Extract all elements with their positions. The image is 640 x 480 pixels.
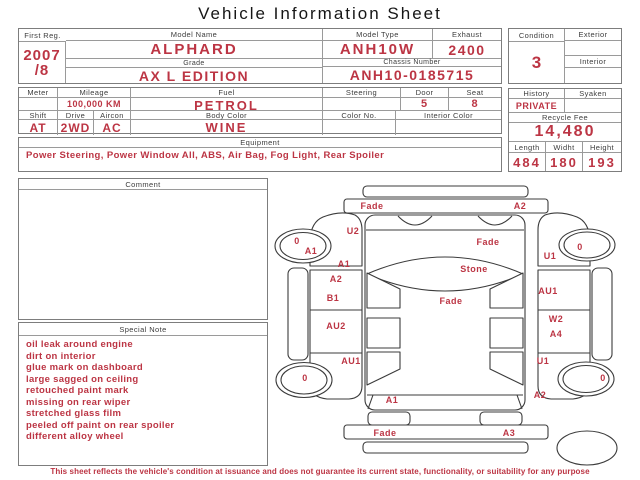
damage-label: U1 [536, 356, 550, 366]
damage-label: W2 [548, 314, 564, 324]
damage-label: 0 [302, 373, 308, 383]
model-type-label: Model Type [323, 29, 432, 41]
damage-label: A3 [502, 428, 516, 438]
body-color-value: WINE [205, 120, 248, 135]
special-note-item: peeled off paint on rear spoiler [26, 419, 175, 431]
special-note-item: stretched glass film [26, 408, 122, 419]
damage-label: A4 [549, 329, 563, 339]
special-note-item: dirt on interior [26, 350, 96, 362]
right-door-panels [538, 270, 590, 353]
special-note-label: Special Note [19, 323, 267, 336]
equipment-value: Power Steering, Power Window All, ABS, Air Bag, Fog Light, Rear Spoiler [26, 150, 385, 161]
interior-value [565, 68, 621, 83]
steering-label: Steering [323, 88, 400, 98]
special-note-item: oil leak around engine [26, 339, 133, 350]
damage-label: U1 [543, 251, 557, 261]
damage-label: AU1 [341, 356, 361, 366]
length-value: 484 [513, 154, 541, 170]
shift-value: AT [29, 120, 47, 135]
damage-label: 0 [577, 242, 583, 252]
fuel-value: PETROL [194, 98, 259, 113]
special-note-item: large sagged on ceiling [26, 373, 139, 385]
fuel-label: Fuel [131, 88, 322, 98]
special-note-item: different alloy wheel [26, 431, 124, 442]
model-name-label: Model Name [66, 29, 322, 41]
grade-label: Grade [66, 59, 322, 68]
drive-value: 2WD [60, 120, 91, 135]
special-note-item: missing on rear wiper [26, 396, 131, 408]
right-window-2 [490, 318, 523, 348]
meter-label: Meter [19, 88, 57, 98]
damage-label: Fade [476, 237, 500, 247]
recycle-fee-value: 14,480 [534, 123, 596, 140]
special-note-item: retouched paint mark [26, 385, 129, 396]
damage-label: 0 [294, 236, 300, 246]
equipment-label: Equipment [19, 138, 501, 148]
comment-label: Comment [19, 179, 267, 190]
width-value: 180 [550, 154, 578, 170]
model-type-value: ANH10W [339, 41, 416, 58]
damage-label: 0 [600, 373, 606, 383]
mileage-value: 100,000 KM [66, 99, 122, 109]
special-note-box [18, 322, 268, 466]
chassis-number-value: ANH10-0185715 [349, 67, 475, 83]
color-no-label: Color No. [323, 111, 395, 120]
condition-value: 3 [531, 52, 542, 72]
history-label: History [509, 89, 564, 99]
condition-label: Condition [509, 29, 564, 42]
recycle-fee-label: Recycle Fee [509, 113, 621, 123]
syaken-label: Syaken [565, 89, 621, 99]
grade-value: AX L EDITION [138, 67, 250, 84]
damage-label: A1 [337, 259, 351, 269]
damage-label: B1 [326, 293, 340, 303]
first-reg-value: 2007 /8 [19, 42, 66, 83]
comment-box [18, 178, 268, 320]
right-sill [592, 268, 612, 360]
damage-label: A2 [533, 390, 547, 400]
right-taillight [480, 412, 522, 425]
spec-table-middle [18, 87, 502, 134]
exhaust-value: 2400 [448, 41, 486, 58]
meter-value [19, 98, 57, 110]
disclaimer-text: This sheet reflects the vehicle's condition at issuance and does not guarantee its current state, functionality, or suitability for any purpose [50, 467, 590, 476]
seat-value: 8 [471, 98, 479, 110]
aircon-label: Aircon [94, 111, 130, 120]
damage-label: A1 [385, 395, 399, 405]
left-window-2 [367, 318, 400, 348]
aircon-value: AC [102, 120, 122, 135]
spec-table-top [18, 28, 502, 84]
damage-label: A2 [513, 201, 527, 211]
front-left-wheel-inner [280, 233, 326, 260]
car-body-topview [365, 215, 525, 410]
exterior-value [565, 41, 621, 56]
page-title: Vehicle Information Sheet [198, 4, 442, 23]
comment-value [19, 190, 267, 319]
damage-label: A2 [329, 274, 343, 284]
damage-label: Fade [373, 428, 397, 438]
condition-box [508, 28, 622, 84]
equipment-box [18, 137, 502, 172]
interior-color-value [396, 120, 501, 135]
special-note-list [19, 336, 267, 465]
damage-label: Fade [360, 201, 384, 211]
interior-color-label: Interior Color [396, 111, 501, 120]
left-taillight [368, 412, 410, 425]
history-value: PRIVATE [515, 100, 558, 111]
damage-label: Stone [460, 264, 488, 274]
damage-label: U2 [346, 226, 360, 236]
damage-label: AU1 [538, 286, 558, 296]
width-label: Widht [546, 142, 582, 153]
mileage-label: Mileage [58, 88, 130, 98]
first-reg-label: First Reg. [19, 29, 66, 42]
chassis-number-label: Chassis Number [323, 59, 501, 67]
damage-label: Fade [439, 296, 463, 306]
syaken-value [565, 99, 621, 112]
model-name-value: ALPHARD [66, 41, 322, 59]
special-note-item: glue mark on dashboard [26, 362, 143, 373]
door-value: 5 [420, 98, 429, 110]
car-damage-diagram [265, 178, 635, 468]
exhaust-label: Exhaust [433, 29, 501, 41]
history-box [508, 88, 622, 172]
interior-label: Interior [565, 56, 621, 68]
body-color-label: Body Color [131, 111, 322, 120]
seat-label: Seat [449, 88, 501, 98]
length-label: Length [509, 142, 545, 153]
rear-bottom-strip [363, 442, 528, 453]
spare-tire [557, 431, 617, 465]
height-label: Height [583, 142, 621, 153]
color-no-value [323, 120, 395, 135]
damage-label: AU2 [326, 321, 346, 331]
steering-value [323, 98, 400, 110]
damage-label: A1 [304, 246, 318, 256]
exterior-label: Exterior [565, 29, 621, 41]
height-value: 193 [588, 154, 616, 170]
drive-label: Drive [58, 111, 93, 120]
shift-label: Shift [19, 111, 57, 120]
front-right-wheel-inner [564, 232, 610, 258]
left-sill [288, 268, 308, 360]
front-top-strip [363, 186, 528, 197]
door-label: Door [401, 88, 448, 98]
